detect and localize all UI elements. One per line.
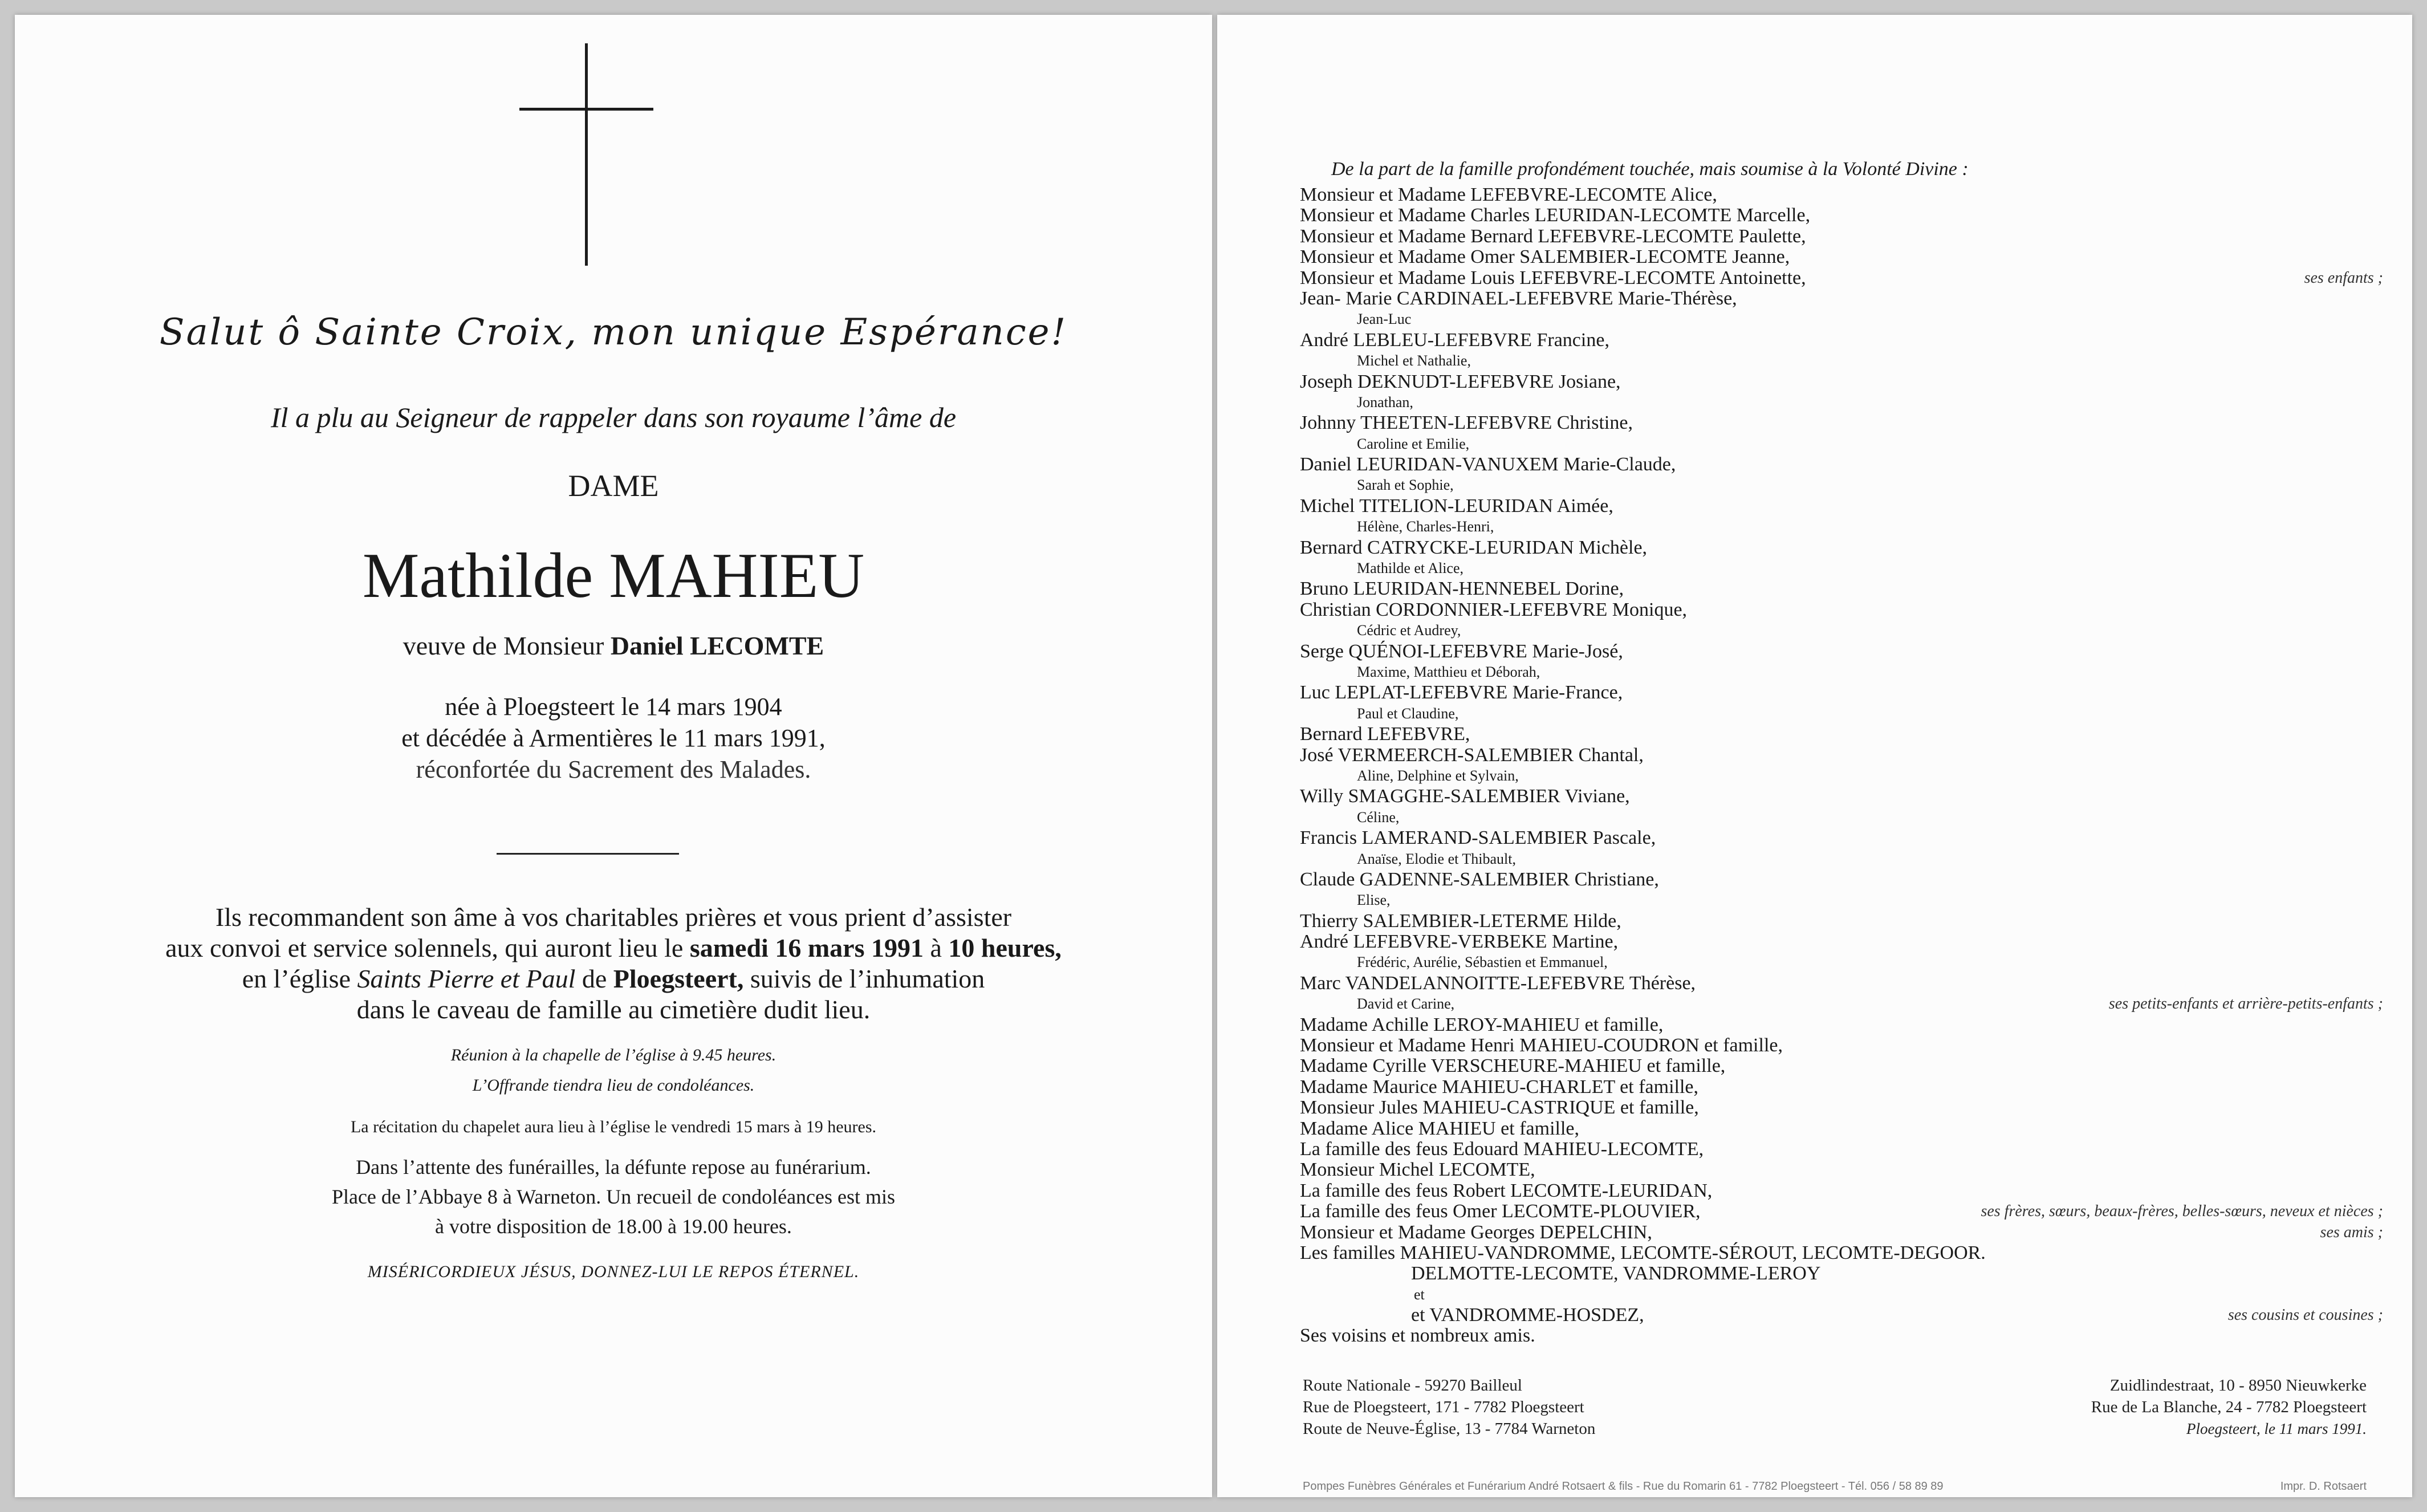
grandchildren-row [1300,620,2383,641]
grandchildren-row [1300,766,2383,786]
service-time: 10 heures, [948,933,1062,962]
family-member-row [1300,1222,2383,1243]
row-text: Serge QUÉNOI-LEFEBVRE Marie-José, [1300,640,1623,662]
row-text: Sarah et Sophie, [1357,477,1454,494]
grandchildren-row [1300,392,2383,413]
family-list [1300,185,2383,1347]
row-text: Luc LEPLAT-LEFEBVRE Marie-France, [1300,682,1623,704]
row-text: Madame Cyrille VERSCHEURE-MAHIEU et famille, [1300,1055,1726,1077]
left-page [15,15,1212,1497]
family-member-row [1300,641,2383,662]
service-line-2 [15,933,1212,963]
row-text: Céline, [1357,808,1400,826]
row-text: Bernard LEFEBVRE, [1300,724,1470,745]
row-text: Paul et Claudine, [1357,705,1459,722]
birth-line: née à Ploegsteert le 14 mars 1904 [445,693,782,721]
row-text: La famille des feus Robert LECOMTE-LEURIDAN, [1300,1180,1713,1201]
row-text: Willy SMAGGHE-SALEMBIER Viviane, [1300,786,1630,807]
row-text: Monsieur et Madame Bernard LEFEBVRE-LECOMTE Paulette, [1300,225,1806,247]
family-member-row [1300,1139,2383,1160]
row-text: Daniel LEURIDAN-VANUXEM Marie-Claude, [1300,454,1676,475]
row-text: Johnny THEETEN-LEFEBVRE Christine, [1300,412,1633,434]
widow-line [15,631,1212,661]
family-member-row [1300,1056,2383,1076]
family-member-row [1300,1098,2383,1118]
script-motto: Salut ô Sainte Croix, mon unique Espérance! [159,311,1068,353]
row-text: Elise, [1357,892,1391,909]
grandchildren-row [1300,890,2383,911]
family-member-row [1300,288,2383,309]
row-text: Madame Achille LEROY-MAHIEU et famille, [1300,1014,1664,1035]
family-member-row [1300,1160,2383,1180]
family-member-row [1300,538,2383,558]
row-text: Monsieur et Madame Louis LEFEBVRE-LECOMTE Antoinette, [1300,267,1806,288]
relation-label: ses cousins et cousines ; [2227,1306,2383,1324]
row-text: Monsieur et Madame Omer SALEMBIER-LECOMTE Jeanne, [1300,246,1790,268]
gathering-note: Réunion à la chapelle de l’église à 9.45 heures. [450,1046,777,1064]
family-member-row [1300,745,2383,766]
grandchildren-row [1300,558,2383,579]
family-member-row [1300,579,2383,599]
row-text: Ses voisins et nombreux amis. [1300,1325,1535,1347]
family-member-row [1300,828,2383,848]
address-line: Route Nationale - 59270 Bailleul [1303,1376,1522,1395]
row-text: David et Carine, [1357,995,1455,1013]
family-member-row [1300,1015,2383,1035]
relation-label: ses enfants ; [2304,269,2383,287]
relation-label: ses frères, sœurs, beaux-frères, belles-sœurs, neveux et nièces ; [1981,1202,2383,1221]
row-text: et [1414,1286,1425,1303]
row-text: Jean- Marie CARDINAEL-LEFEBVRE Marie-Thérèse, [1300,287,1737,309]
address-line: Rue de Ploegsteert, 171 - 7782 Ploegsteert [1303,1398,1584,1416]
funeral-home-line-2: Place de l’Abbaye 8 à Warneton. Un recueil de condoléances est mis [331,1185,896,1208]
funeral-home-line-1: Dans l’attente des funérailles, la défunte repose au funérarium. [356,1156,871,1178]
row-text: Thierry SALEMBIER-LETERME Hilde, [1300,910,1621,932]
service-date: samedi 16 mars 1991 [689,933,924,962]
church-prefix: en l’église [242,964,357,993]
right-page [1217,15,2412,1497]
family-header: De la part de la famille profondément touchée, mais soumise à la Volonté Divine : [1331,158,1969,180]
grandchildren-row [1300,994,2383,1014]
row-text: Jean-Luc [1357,311,1412,328]
grandchildren-row [1300,309,2383,330]
family-member-row [1300,682,2383,703]
family-member-row [1300,869,2383,890]
row-text: José VERMEERCH-SALEMBIER Chantal, [1300,744,1644,766]
burial-text: suivis de l’inhumation [743,964,985,993]
grandchildren-row [1300,849,2383,869]
cross-icon [585,43,588,266]
family-member-row [1300,786,2383,807]
family-member-row [1300,1181,2383,1201]
row-text: Christian CORDONNIER-LEFEBVRE Monique, [1300,599,1688,620]
title-dame: DAME [568,469,659,503]
row-text: DELMOTTE-LECOMTE, VANDROMME-LEROY [1411,1263,1821,1285]
family-member-row [1300,1035,2383,1056]
relation-label: ses petits-enfants et arrière-petits-enfants ; [2108,995,2383,1013]
row-text: Bernard CATRYCKE-LEURIDAN Michèle, [1300,536,1648,558]
family-member-row [1300,600,2383,620]
divider [497,853,679,855]
row-text: André LEBLEU-LEFEBVRE Francine, [1300,329,1609,351]
family-member-row [1300,205,2383,226]
rosary-note: La récitation du chapelet aura lieu à l’église le vendredi 15 mars à 19 heures. [350,1117,877,1136]
row-text: Marc VANDELANNOITTE-LEFEBVRE Thérèse, [1300,972,1696,994]
funeral-director-footer: Pompes Funèbres Générales et Funérarium André Rotsaert & fils - Rue du Romarin 61 - 7782 Ploegsteert - Tél. 056 / 58 89 89 [1303,1480,1944,1493]
row-text: Monsieur et Madame Henri MAHIEU-COUDRON et famille, [1300,1035,1783,1056]
row-text: Michel et Nathalie, [1357,352,1471,369]
family-member-row [1300,1077,2383,1098]
row-text: André LEFEBVRE-VERBEKE Martine, [1300,931,1619,953]
service-text-a: aux convoi et service solennels, qui auront lieu le [165,933,690,962]
family-member-row [1300,496,2383,517]
grandchildren-row [1300,662,2383,682]
family-member-row [1300,268,2383,288]
row-text: Aline, Delphine et Sylvain, [1357,767,1519,784]
grandchildren-row [1300,517,2383,537]
row-text: Jonathan, [1357,393,1413,410]
row-text: Claude GADENNE-SALEMBIER Christiane, [1300,868,1659,890]
grandchildren-row [1300,704,2383,724]
row-text: Monsieur Jules MAHIEU-CASTRIQUE et famille, [1300,1097,1699,1119]
row-text: Francis LAMERAND-SALEMBIER Pascale, [1300,827,1656,849]
row-text: Monsieur Michel LECOMTE, [1300,1159,1535,1181]
row-text: Monsieur et Madame Georges DEPELCHIN, [1300,1221,1652,1243]
row-text: Joseph DEKNUDT-LEFEBVRE Josiane, [1300,371,1621,392]
row-text: Mathilde et Alice, [1357,560,1464,577]
family-member-row [1300,1305,2383,1326]
address-left [1303,1375,1595,1440]
family-member-row [1300,1119,2383,1139]
row-text: Cédric et Audrey, [1357,622,1461,639]
row-text: La famille des feus Edouard MAHIEU-LECOMTE, [1300,1138,1704,1160]
family-member-row [1300,1263,2383,1284]
grandchildren-row [1300,1285,2383,1305]
address-line: Zuidlindestraat, 10 - 8950 Nieuwkerke [2109,1376,2367,1395]
row-text: Michel TITELION-LEURIDAN Aimée, [1300,495,1613,517]
relation-label: ses amis ; [2320,1223,2383,1241]
family-member-row [1300,1326,2383,1346]
family-member-row [1300,185,2383,205]
intro-line: Il a plu au Seigneur de rappeler dans son royaume l’âme de [270,401,957,433]
family-member-row [1300,454,2383,475]
funeral-home-line-3: à votre disposition de 18.00 à 19.00 heures. [435,1215,792,1238]
deceased-name: Mathilde MAHIEU [362,540,865,611]
row-text: Madame Maurice MAHIEU-CHARLET et famille, [1300,1076,1699,1098]
service-line-4: dans le caveau de famille au cimetière dudit lieu. [356,995,871,1024]
service-line-1: Ils recommandent son âme à vos charitables prières et vous prient d’assister [215,903,1012,932]
row-text: Maxime, Matthieu et Déborah, [1357,663,1540,680]
service-text-b: à [923,933,949,962]
widow-prefix: veuve de Monsieur [403,631,611,660]
grandchildren-row [1300,952,2383,973]
sacrament-line: réconfortée du Sacrement des Malades. [416,755,811,783]
row-text: La famille des feus Omer LECOMTE-PLOUVIER, [1300,1201,1701,1222]
address-line: Rue de La Blanche, 24 - 7782 Ploegsteert [2091,1398,2367,1416]
husband-name: Daniel LECOMTE [610,631,824,660]
cross-icon-bar [519,108,653,111]
row-text: Monsieur et Madame Charles LEURIDAN-LECOMTE Marcelle, [1300,205,1811,226]
row-text: Frédéric, Aurélie, Sébastien et Emmanuel, [1357,954,1608,971]
family-member-row [1300,911,2383,932]
family-member-row [1300,413,2383,433]
service-line-3 [15,964,1212,994]
family-member-row [1300,1243,2383,1263]
death-line: et décédée à Armentières le 11 mars 1991, [401,724,826,752]
church-name: Saints Pierre et Paul [357,964,576,993]
row-text: et VANDROMME-HOSDEZ, [1411,1304,1644,1326]
grandchildren-row [1300,434,2383,454]
row-text: Madame Alice MAHIEU et famille, [1300,1117,1580,1139]
imprint: Impr. D. Rotsaert [2280,1480,2367,1493]
family-member-row [1300,330,2383,351]
date-line: Ploegsteert, le 11 mars 1991. [2186,1420,2367,1437]
family-member-row [1300,724,2383,745]
family-member-row [1300,1201,2383,1222]
family-member-row [1300,932,2383,952]
family-member-row [1300,973,2383,994]
grandchildren-row [1300,475,2383,495]
church-town: Ploegsteert, [613,964,744,993]
offering-note: L’Offrande tiendra lieu de condoléances. [472,1076,755,1095]
row-text: Monsieur et Madame LEFEBVRE-LECOMTE Alice, [1300,184,1717,205]
row-text: Les familles MAHIEU-VANDROMME, LECOMTE-SÉROUT, LECOMTE-DEGOOR. [1300,1242,1986,1263]
row-text: Hélène, Charles-Henri, [1357,518,1494,535]
family-member-row [1300,247,2383,267]
row-text: Caroline et Emilie, [1357,435,1470,452]
church-of: de [575,964,613,993]
grandchildren-row [1300,351,2383,371]
family-member-row [1300,226,2383,247]
grandchildren-row [1300,807,2383,828]
family-member-row [1300,372,2383,392]
address-right [2091,1375,2367,1440]
row-text: Anaïse, Elodie et Thibault, [1357,850,1516,867]
address-line: Route de Neuve-Église, 13 - 7784 Warneton [1303,1420,1596,1438]
prayer-line: MISÉRICORDIEUX JÉSUS, DONNEZ-LUI LE REPOS ÉTERNEL. [367,1262,860,1281]
row-text: Bruno LEURIDAN-HENNEBEL Dorine, [1300,578,1624,600]
